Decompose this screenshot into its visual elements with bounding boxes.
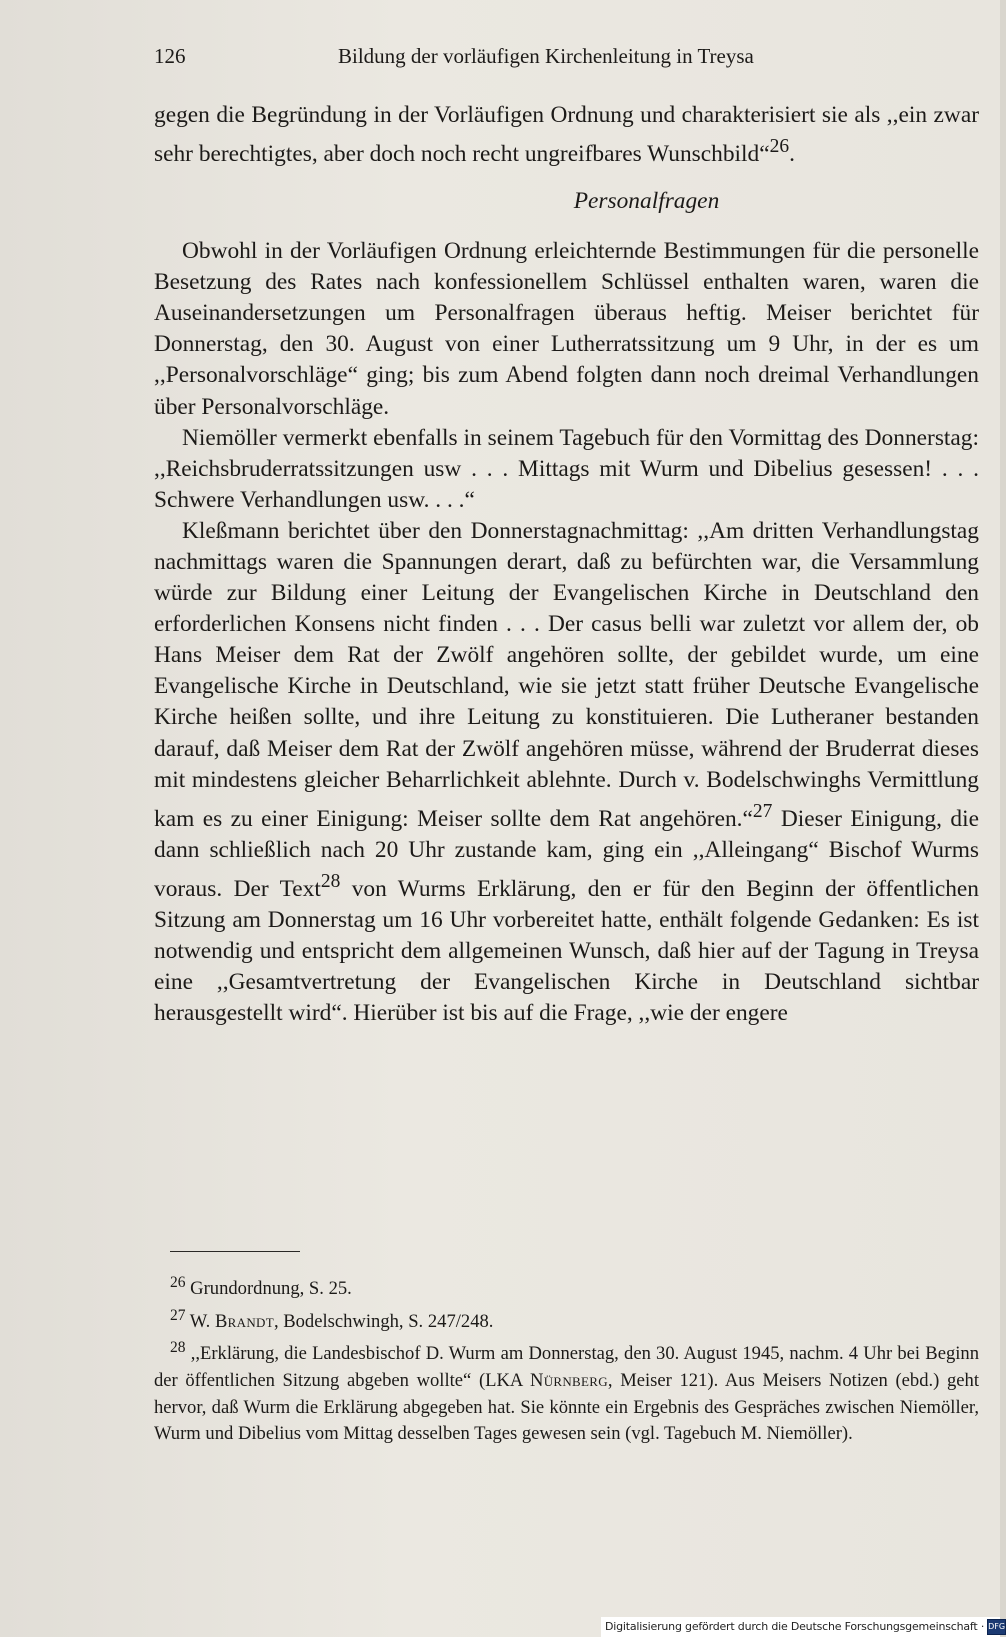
footnote-ref-26: 26 xyxy=(769,136,790,158)
footnote-ref-27: 27 xyxy=(752,800,773,822)
page-number: 126 xyxy=(154,44,186,68)
digitization-footer xyxy=(601,1617,1006,1637)
footnote-27-author: Brandt xyxy=(214,1310,274,1332)
footnote-27-text: , Bodelschwingh, S. 247/248. xyxy=(273,1310,494,1332)
paragraph-4-text-b: Dieser Einigung, die dann schließlich nach 20 Uhr zustande kam, ging ein ,,Alleingang“ Bischof Wurms voraus. Der Text xyxy=(154,805,979,902)
running-head-title: Bildung der vorläufigen Kirchenleitung in Treysa xyxy=(338,44,754,68)
footnote-divider xyxy=(170,1251,300,1252)
footnote-26-text: Grundordnung, S. 25. xyxy=(185,1278,352,1300)
paragraph-1 xyxy=(154,100,979,170)
paragraph-4 xyxy=(154,516,979,1029)
footnote-27 xyxy=(154,1303,979,1336)
footnote-27-number: 27 xyxy=(170,1306,186,1324)
footnote-ref-28: 28 xyxy=(320,870,341,892)
footnote-28-archive: Nürnberg xyxy=(529,1370,608,1392)
footnote-28 xyxy=(154,1335,979,1447)
running-head xyxy=(154,44,980,74)
footnote-28-text-a: ,,Erklärung, die Landesbischof D. Wurm am Donnerstag, den 30. August 1945, nachm. 4 Uhr bei Beginn der öffentlichen Sitzung abgeben wollte“ (LKA xyxy=(154,1343,979,1392)
main-text xyxy=(154,100,979,1029)
footnote-26-number: 26 xyxy=(170,1274,186,1291)
footnote-28-number: 28 xyxy=(170,1339,186,1357)
paragraph-4-text-c: von Wurms Erklärung, den er für den Beginn der öffentlichen Sitzung am Donnerstag um 16 Uhr vorbereitet hatte, enthält folgende Gedanken: Es ist notwendig und entspricht dem allgemeinen Wunsch, daß hier auf der Tagung in Treysa eine ,,Gesamtvertretung der Evangelischen Kirche in Deutschland sichtbar herausgestellt wird“. Hierüber ist bis auf die Frage, ,,wie der engere xyxy=(154,875,979,1026)
section-heading: Personalfragen xyxy=(573,187,720,214)
paragraph-4-text-a: Kleßmann berichtet über den Donnerstagnachmittag: ,,Am dritten Verhandlungstag nachmittags waren die Spannungen derart, daß zu befürchten war, die Versammlung würde zur Bildung einer Leitung der Evangelischen Kirche in Deutschland den erforderlichen Konsens nicht finden . . . Der casus belli war zuletzt vor allem der, ob Hans Meiser dem Rat der Zwölf angehören sollte, der gebildet wurde, um eine Evangelische Kirche in Deutschland, wie sie jetzt statt früher Deutsche Evangelische Kirche heißen sollte, und ihre Leitung zu konstituieren. Die Lutheraner bestanden darauf, daß Meiser dem Rat der Zwölf angehören müsse, während der Bruderrat dieses mit mindestens gleicher Beharrlichkeit ablehnte. Durch v. Bodelschwinghs Vermittlung kam es zu einer Einigung: Meiser sollte dem Rat angehören.“ xyxy=(154,517,979,832)
footnote-27-prefix: W. xyxy=(185,1310,215,1332)
footnote-28-text-b: , Meiser 121). Aus Meisers Notizen (ebd.) geht hervor, daß Wurm die Erklärung abgegeben hat. Sie könnte ein Ergebnis des Gespräches zwischen Niemöller, Wurm und Dibelius vom Mittag desselben Tages gewesen sein (vgl. Tagebuch M. Niemöller). xyxy=(154,1370,979,1445)
paragraph-1-text: gegen die Begründung in der Vorläufigen Ordnung und charakterisiert sie als ,,ein zwar sehr berechtigtes, aber doch noch recht ungreifbares Wunschbild“ xyxy=(154,102,979,167)
footer-credit: Digitalisierung gefördert durch die Deutsche Forschungsgemeinschaft · xyxy=(605,1620,985,1633)
paragraph-1-end: . xyxy=(789,140,795,167)
paragraph-2: Obwohl in der Vorläufigen Ordnung erleichternde Bestimmungen für die personelle Besetzung des Rates nach konfessionellem Schlüssel enthalten waren, waren die Auseinandersetzungen um Personalfragen überaus heftig. Meiser berichtet für Donnerstag, den 30. August von einer Lutherratssitzung um 9 Uhr, in der es um ,,Personalvorschläge“ ging; bis zum Abend folgten dann noch dreimal Verhandlungen über Personalvorschläge. xyxy=(154,238,979,420)
footnotes xyxy=(154,1270,979,1448)
footnote-26 xyxy=(154,1270,979,1303)
paragraph-3: Niemöller vermerkt ebenfalls in seinem Tagebuch für den Vormittag des Donnerstag: ,,Reichsbruderratssitzungen usw . . . Mittags mit Wurm und Dibelius gesessen! . . . Schwere Verhandlungen usw. . . .“ xyxy=(154,424,979,513)
dfg-logo-icon: DFG xyxy=(987,1619,1006,1635)
